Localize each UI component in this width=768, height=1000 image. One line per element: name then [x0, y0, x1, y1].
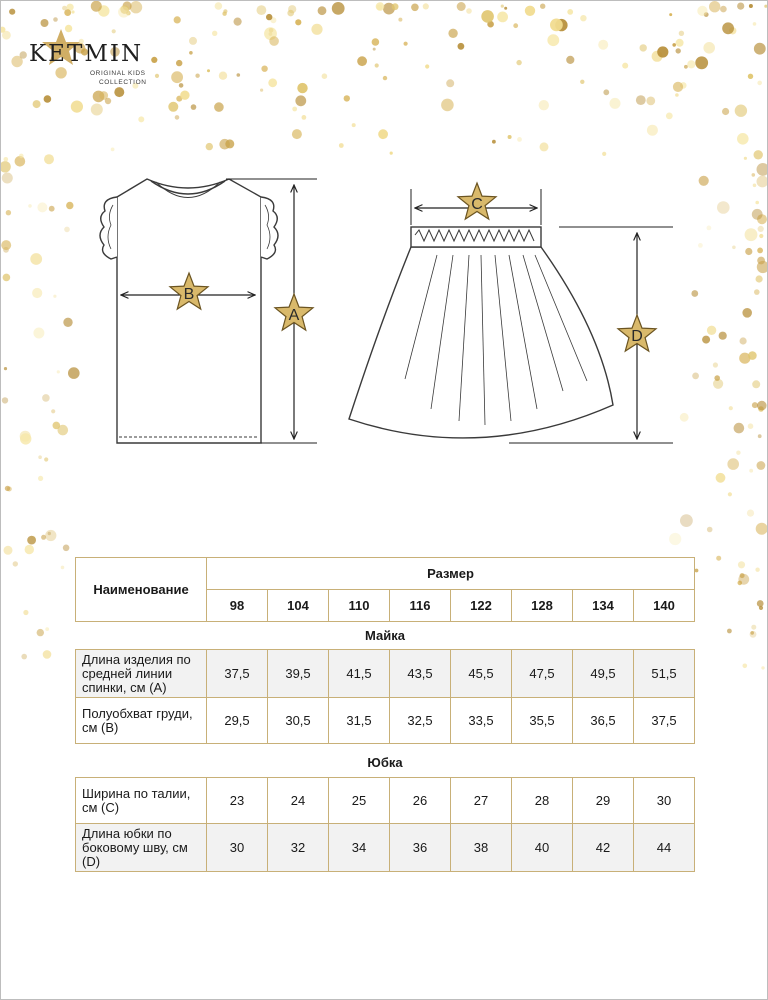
skirt-measurements-table: [75, 777, 695, 872]
confetti-dot: [41, 535, 46, 540]
confetti-dot: [37, 629, 44, 636]
table-cell: 25: [329, 778, 390, 824]
right-ruffle: [261, 197, 278, 259]
confetti-dot: [23, 610, 28, 615]
size-122: 122: [451, 590, 512, 622]
confetti-dot: [755, 568, 759, 572]
table-cell: 49,5: [573, 650, 634, 698]
marker-label-c: C: [471, 196, 483, 213]
logo-wordmark: KETMIN: [29, 41, 144, 67]
table-cell: 34: [329, 824, 390, 872]
table-cell: 29: [573, 778, 634, 824]
table-cell: 37,5: [207, 650, 268, 698]
table-row: [76, 778, 695, 824]
table-cell: 24: [268, 778, 329, 824]
table-cell: 36,5: [573, 698, 634, 744]
table-row: [76, 824, 695, 872]
confetti-dot: [761, 666, 764, 669]
size-140: 140: [634, 590, 695, 622]
table-cell: 40: [512, 824, 573, 872]
confetti-dot: [45, 627, 49, 631]
confetti-dot: [27, 536, 36, 545]
confetti-dot: [757, 600, 764, 607]
table-cell: 32: [268, 824, 329, 872]
size-116: 116: [390, 590, 451, 622]
table-cell: 42: [573, 824, 634, 872]
table-cell: 35,5: [512, 698, 573, 744]
logo-tagline-line-1: ORIGINAL KIDS: [90, 70, 146, 77]
table-cell: 33,5: [451, 698, 512, 744]
confetti-dot: [743, 664, 748, 669]
table-cell: 47,5: [512, 650, 573, 698]
table-cell: 32,5: [390, 698, 451, 744]
size-110: 110: [329, 590, 390, 622]
marker-label-b: B: [183, 286, 195, 303]
size-134: 134: [573, 590, 634, 622]
size-header-table: [75, 557, 695, 622]
confetti-dot: [727, 629, 732, 634]
left-ruffle: [100, 197, 117, 259]
table-cell: 30,5: [268, 698, 329, 744]
row-label: Ширина по талии, см (C): [76, 778, 207, 824]
marker-label-d: D: [631, 328, 643, 345]
row-label: Полуобхват груди, см (B): [76, 698, 207, 744]
confetti-dot: [4, 546, 13, 555]
table-cell: 27: [451, 778, 512, 824]
confetti-dot: [707, 527, 713, 533]
confetti-dot: [45, 530, 56, 541]
skirt-drawing: [349, 227, 613, 438]
garment-measurement-diagrams: [1, 1, 767, 521]
table-cell: 37,5: [634, 698, 695, 744]
section-title-skirt: Юбка: [367, 755, 403, 770]
confetti-dot: [756, 523, 767, 535]
table-cell: 38: [451, 824, 512, 872]
table-cell: 23: [207, 778, 268, 824]
marker-star-c: [458, 183, 496, 219]
confetti-dot: [63, 545, 70, 552]
table-cell: 39,5: [268, 650, 329, 698]
confetti-dot: [669, 533, 681, 545]
confetti-dot: [751, 625, 756, 630]
table-cell: 44: [634, 824, 695, 872]
marker-label-a: A: [288, 307, 300, 324]
table-cell: 29,5: [207, 698, 268, 744]
name-column-header: Наименование: [76, 558, 207, 622]
confetti-dot: [13, 561, 18, 566]
size-128: 128: [512, 590, 573, 622]
confetti-dot: [61, 566, 65, 570]
tshirt-drawing: [100, 179, 278, 443]
table-cell: 30: [634, 778, 695, 824]
row-label: Длина юбки по боковому шву, см (D): [76, 824, 207, 872]
table-cell: 30: [207, 824, 268, 872]
size-104: 104: [268, 590, 329, 622]
table-cell: 26: [390, 778, 451, 824]
section-title-tshirt: Майка: [365, 628, 405, 643]
table-row: [76, 698, 695, 744]
confetti-dot: [25, 545, 34, 554]
table-cell: 43,5: [390, 650, 451, 698]
logo-tagline-line-2: COLLECTION: [99, 79, 147, 86]
table-row: [76, 650, 695, 698]
row-label: Длина изделия по средней линии спинки, см (A): [76, 650, 207, 698]
confetti-dot: [716, 556, 721, 561]
confetti-dot: [21, 654, 27, 660]
size-column-header: Размер: [207, 558, 695, 590]
table-cell: 28: [512, 778, 573, 824]
table-cell: 31,5: [329, 698, 390, 744]
table-cell: 41,5: [329, 650, 390, 698]
table-cell: 51,5: [634, 650, 695, 698]
size-98: 98: [207, 590, 268, 622]
table-cell: 36: [390, 824, 451, 872]
confetti-dot: [738, 561, 745, 568]
confetti-dot: [43, 650, 52, 659]
tshirt-measurements-table: [75, 649, 695, 744]
table-cell: 45,5: [451, 650, 512, 698]
confetti-dot: [738, 574, 749, 585]
confetti-dot: [750, 631, 754, 635]
confetti-dot: [48, 532, 51, 535]
confetti-dot: [695, 569, 699, 573]
